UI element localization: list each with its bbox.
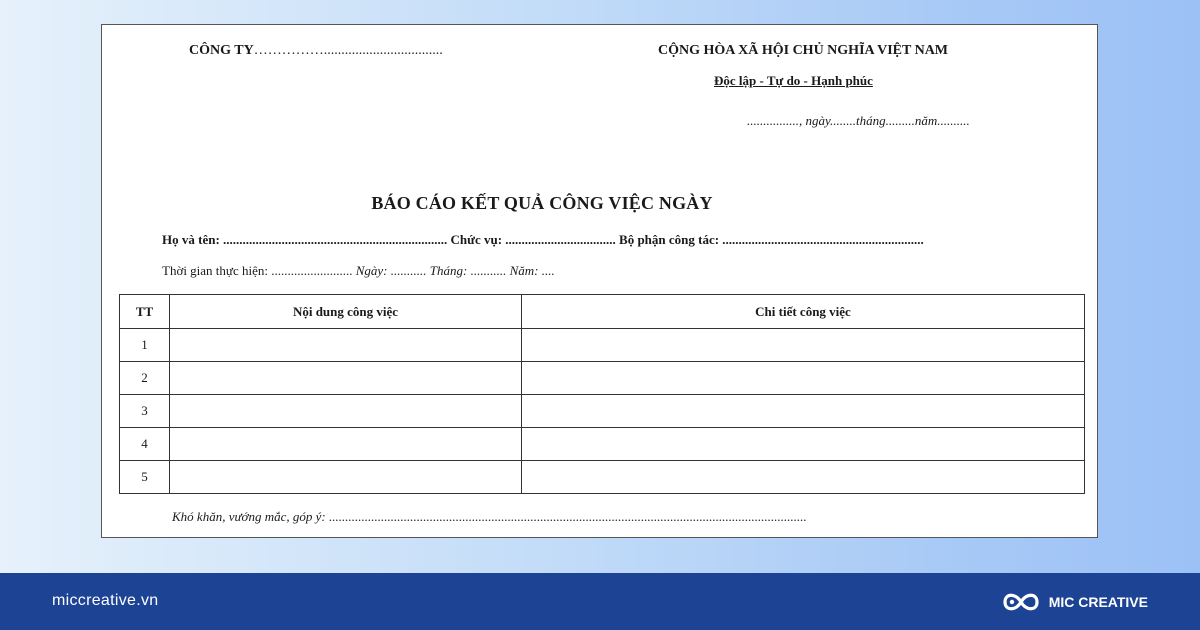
row-detail-cell [522,362,1085,395]
company-label: CÔNG TY [189,43,254,58]
header-tt: TT [120,295,170,329]
brand-name: MIC CREATIVE [1048,594,1148,610]
date-line: ................, ngày........tháng.........năm.......... [747,113,970,128]
time-label: Thời gian thực hiện: ......................... [162,263,353,278]
table-header-row [120,295,1085,329]
row-number: 5 [120,461,170,494]
row-detail-cell [522,461,1085,494]
row-number: 2 [120,362,170,395]
report-form-document [101,24,1098,538]
table-row [120,362,1085,395]
row-number: 1 [120,329,170,362]
row-detail-cell [522,395,1085,428]
table-row [120,329,1085,362]
time-month: Tháng: ........... [426,263,507,278]
company-dots: …………….................................. [253,43,443,58]
row-content-cell [170,395,522,428]
time-day: Ngày: ........... [352,263,427,278]
time-line [162,263,555,279]
difficulties-line: Khó khăn, vướng mắc, góp ý: ................................................................................................................................................... [172,509,807,524]
row-content-cell [170,329,522,362]
table-row [120,461,1085,494]
table-row [120,428,1085,461]
report-title: BÁO CÁO KẾT QUẢ CÔNG VIỆC NGÀY [371,193,713,213]
motto: Độc lập - Tự do - Hạnh phúc [714,73,873,88]
brand-logo[interactable] [1001,588,1148,616]
website-link[interactable]: miccreative.vn [52,592,159,609]
row-content-cell [170,428,522,461]
company-line [189,43,443,59]
work-table [119,294,1085,494]
time-year: Năm: .... [506,263,555,278]
infinity-logo-icon [1001,589,1041,615]
employee-info-line: Họ và tên: ..................................................................... Chức vụ: .................................. Bộ phận công tác: .............................................................. [162,232,924,247]
row-content-cell [170,362,522,395]
row-detail-cell [522,329,1085,362]
header-content: Nội dung công việc [170,295,522,329]
row-number: 4 [120,428,170,461]
row-detail-cell [522,428,1085,461]
row-content-cell [170,461,522,494]
footer-bar [0,573,1200,630]
table-row [120,395,1085,428]
nation-title: CỘNG HÒA XÃ HỘI CHỦ NGHĨA VIỆT NAM [658,43,949,58]
row-number: 3 [120,395,170,428]
header-detail: Chi tiết công việc [522,295,1085,329]
